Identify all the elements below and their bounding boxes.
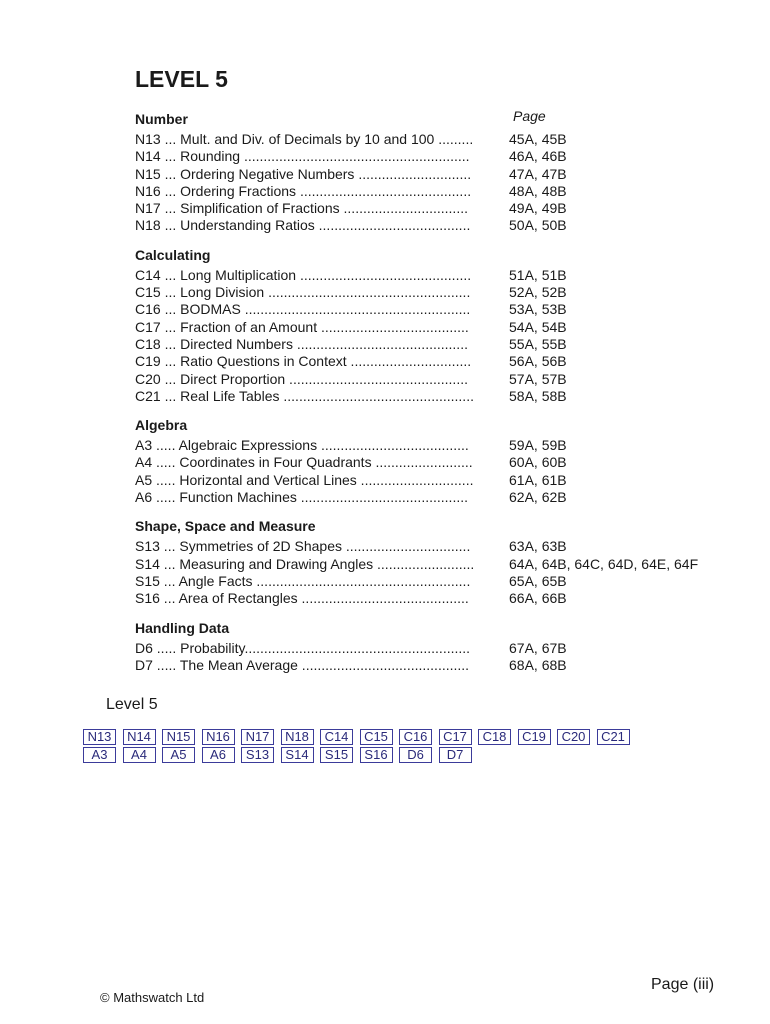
topic-link-c21[interactable]: C21 xyxy=(597,729,630,745)
toc-entry-text: C15 ... Long Division .................................................... xyxy=(135,284,471,301)
topic-link-n14[interactable]: N14 xyxy=(123,729,156,745)
toc-entry xyxy=(135,267,735,284)
toc-entry-pages: 45A, 45B xyxy=(509,131,567,147)
topic-links-row-2 xyxy=(83,746,478,764)
topic-links-row-1 xyxy=(83,728,636,746)
toc-entry xyxy=(135,353,735,370)
toc-entry xyxy=(135,284,735,301)
toc-section xyxy=(135,620,735,675)
topic-link-c14[interactable]: C14 xyxy=(320,729,353,745)
topic-link-c15[interactable]: C15 xyxy=(360,729,393,745)
toc-entry xyxy=(135,489,735,506)
toc-entry-pages: 59A, 59B xyxy=(509,437,567,454)
topic-link-n16[interactable]: N16 xyxy=(202,729,235,745)
toc-entry xyxy=(135,657,735,674)
toc-entry xyxy=(135,590,735,607)
topic-link-s13[interactable]: S13 xyxy=(241,747,274,763)
topic-link-c16[interactable]: C16 xyxy=(399,729,432,745)
toc-entry-text: C19 ... Ratio Questions in Context ............................... xyxy=(135,353,472,370)
topic-link-a6[interactable]: A6 xyxy=(202,747,235,763)
level-label: Level 5 xyxy=(106,696,158,713)
section-heading: Calculating xyxy=(135,246,211,263)
toc-entry-pages: 66A, 66B xyxy=(509,590,567,607)
toc-entry-text: N16 ... Ordering Fractions ............................................ xyxy=(135,182,472,199)
section-heading: Algebra xyxy=(135,417,188,434)
toc-entry-pages: 54A, 54B xyxy=(509,318,567,335)
toc-entry xyxy=(135,573,735,590)
topic-link-n15[interactable]: N15 xyxy=(162,729,195,745)
toc-entry-pages: 51A, 51B xyxy=(509,266,567,283)
toc-section xyxy=(135,111,735,235)
toc-entry-text: N13 ... Mult. and Div. of Decimals by 10 and 100 ......... xyxy=(135,131,474,147)
toc-entry xyxy=(135,454,735,471)
section-heading: Handling Data xyxy=(135,619,230,636)
page-number: Page (iii) xyxy=(651,976,715,993)
toc-entry-pages: 58A, 58B xyxy=(509,387,567,404)
toc-entry-text: D7 ..... The Mean Average ........................................... xyxy=(135,656,470,673)
topic-link-s16[interactable]: S16 xyxy=(360,747,393,763)
toc-entry-pages: 50A, 50B xyxy=(509,217,567,234)
toc-entry-text: S16 ... Area of Rectangles ........................................... xyxy=(135,590,469,607)
toc-entry-pages: 68A, 68B xyxy=(509,656,567,673)
toc-entry-pages: 49A, 49B xyxy=(509,200,567,217)
toc-entry xyxy=(135,131,735,148)
topic-link-c17[interactable]: C17 xyxy=(439,729,472,745)
toc-entry-pages: 61A, 61B xyxy=(509,471,567,488)
toc-entry xyxy=(135,538,735,555)
topic-link-a5[interactable]: A5 xyxy=(162,747,195,763)
topic-link-c20[interactable]: C20 xyxy=(557,729,590,745)
table-of-contents xyxy=(135,111,735,686)
toc-entry-pages: 48A, 48B xyxy=(509,182,567,199)
toc-entry-pages: 46A, 46B xyxy=(509,148,567,165)
topic-link-d6[interactable]: D6 xyxy=(399,747,432,763)
toc-entry xyxy=(135,319,735,336)
toc-section xyxy=(135,417,735,506)
topic-link-n13[interactable]: N13 xyxy=(83,729,116,745)
toc-entry-pages: 65A, 65B xyxy=(509,572,567,589)
toc-entry-text: A6 ..... Function Machines ........................................... xyxy=(135,489,468,506)
page-title: LEVEL 5 xyxy=(135,66,228,92)
section-heading: Number xyxy=(135,111,188,127)
topic-link-c19[interactable]: C19 xyxy=(518,729,551,745)
toc-section xyxy=(135,518,735,607)
toc-entry-pages: 52A, 52B xyxy=(509,284,567,301)
topic-link-a4[interactable]: A4 xyxy=(123,747,156,763)
toc-entry-pages: 56A, 56B xyxy=(509,353,567,370)
toc-entry-text: C20 ... Direct Proportion .............................................. xyxy=(135,370,468,387)
toc-entry-text: C21 ... Real Life Tables ................................................. xyxy=(135,387,474,404)
toc-entry-pages: 60A, 60B xyxy=(509,454,567,471)
topic-link-n18[interactable]: N18 xyxy=(281,729,314,745)
toc-entry-text: S15 ... Angle Facts ....................................................... xyxy=(135,572,471,589)
topic-link-c18[interactable]: C18 xyxy=(478,729,511,745)
toc-entry-text: A3 ..... Algebraic Expressions ...................................... xyxy=(135,437,469,454)
toc-entry-text: S13 ... Symmetries of 2D Shapes ................................ xyxy=(135,538,471,555)
toc-entry xyxy=(135,166,735,183)
toc-section xyxy=(135,247,735,405)
topic-link-a3[interactable]: A3 xyxy=(83,747,116,763)
toc-entry-text: C18 ... Directed Numbers ............................................ xyxy=(135,335,468,352)
toc-entry-pages: 63A, 63B xyxy=(509,538,567,555)
toc-entry-text: N14 ... Rounding .......................................................... xyxy=(135,148,470,165)
topic-link-d7[interactable]: D7 xyxy=(439,747,472,763)
toc-entry-pages: 55A, 55B xyxy=(509,335,567,352)
toc-entry-text: N15 ... Ordering Negative Numbers ............................. xyxy=(135,165,472,182)
topic-link-s14[interactable]: S14 xyxy=(281,747,314,763)
toc-entry-pages: 53A, 53B xyxy=(509,301,567,318)
toc-entry xyxy=(135,336,735,353)
toc-entry-text: S14 ... Measuring and Drawing Angles ......................... xyxy=(135,555,475,572)
toc-entry-pages: 64A, 64B, 64C, 64D, 64E, 64F xyxy=(509,555,699,572)
topic-link-n17[interactable]: N17 xyxy=(241,729,274,745)
toc-entry-text: D6 ..... Probability.......................................................... xyxy=(135,639,471,656)
toc-entry xyxy=(135,437,735,454)
toc-entry-pages: 67A, 67B xyxy=(509,639,567,656)
toc-entry-text: C14 ... Long Multiplication ............................................ xyxy=(135,266,472,283)
toc-entry-text: N17 ... Simplification of Fractions ................................ xyxy=(135,200,468,217)
toc-entry xyxy=(135,472,735,489)
toc-entry-text: C16 ... BODMAS .......................................................... xyxy=(135,301,471,318)
toc-entry-text: A5 ..... Horizontal and Vertical Lines ............................. xyxy=(135,471,474,488)
toc-entry-text: C17 ... Fraction of an Amount ...................................... xyxy=(135,318,469,335)
page-column-heading: Page xyxy=(513,108,546,124)
toc-entry xyxy=(135,371,735,388)
toc-entry xyxy=(135,200,735,217)
toc-entry xyxy=(135,148,735,165)
toc-entry xyxy=(135,388,735,405)
toc-entry xyxy=(135,556,735,573)
toc-entry-pages: 57A, 57B xyxy=(509,370,567,387)
toc-entry-text: A4 ..... Coordinates in Four Quadrants ......................... xyxy=(135,454,473,471)
toc-entry xyxy=(135,301,735,318)
toc-entry-text: N18 ... Understanding Ratios ....................................... xyxy=(135,217,471,234)
topic-link-s15[interactable]: S15 xyxy=(320,747,353,763)
section-heading: Shape, Space and Measure xyxy=(135,518,316,535)
copyright: © Mathswatch Ltd xyxy=(100,990,205,1005)
toc-entry-pages: 47A, 47B xyxy=(509,165,567,182)
toc-entry xyxy=(135,217,735,234)
toc-entry xyxy=(135,640,735,657)
toc-entry xyxy=(135,183,735,200)
toc-entry-pages: 62A, 62B xyxy=(509,489,567,506)
